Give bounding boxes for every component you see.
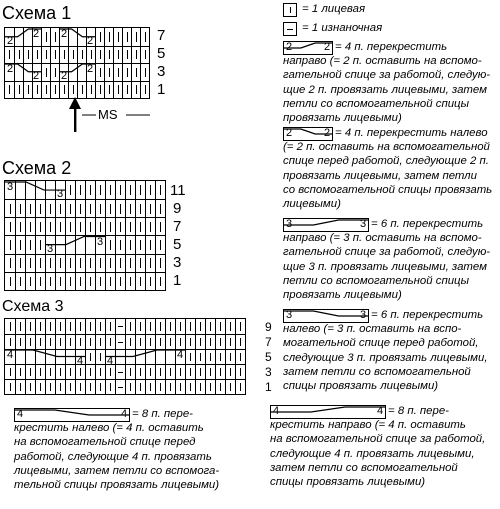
cable-symbol-number: 4	[17, 408, 24, 420]
cable-symbol-number: 4	[121, 408, 128, 420]
cable-cross-line	[284, 311, 368, 316]
legend-line: налево (= 3 п. оставить на вспо-	[283, 323, 462, 336]
knit-legend-symbol	[283, 3, 297, 17]
cable-cross-line	[271, 407, 385, 412]
scheme-2-row-number: 7	[173, 218, 182, 235]
legend-line: = 4 п. перекрестить	[335, 41, 448, 53]
cable-6-right-symbol	[283, 218, 369, 232]
legend-line: (= 2 п. оставить на вспомогательной	[283, 141, 490, 154]
legend-line: могательной спице перед работой,	[283, 337, 479, 350]
legend-line: на вспомогательной спице за работой,	[270, 433, 486, 446]
legend-line: затем петли со вспомогательной	[270, 461, 458, 474]
cable-symbol-drawing	[271, 406, 385, 418]
cable-symbol-drawing	[15, 409, 129, 421]
scheme-3-row-number: 9	[265, 320, 272, 334]
legend-line: = 6 п. перекрестить	[371, 218, 484, 230]
scheme-1-row-number: 3	[157, 63, 166, 80]
cable-symbol-number: 3	[360, 218, 367, 230]
ms-label: MS	[98, 107, 118, 122]
legend-line: = 8 п. пере-	[388, 405, 449, 417]
legend-line: крестить налево (= 4 п. оставить	[14, 422, 204, 435]
scheme-2-row-number: 11	[170, 182, 186, 199]
scheme-3-row-number: 7	[265, 335, 272, 349]
cable-cross-line	[284, 220, 368, 225]
purl-legend-symbol	[283, 22, 297, 36]
legend-line: крестить направо (= 4 п. оставить	[270, 419, 466, 432]
legend-line: = 6 п. перекрестить	[371, 309, 484, 321]
cable-symbol-number: 4	[377, 405, 384, 417]
cable-stitch-count: 4	[177, 349, 184, 361]
ms-arrow-icon	[68, 97, 82, 133]
scheme-3-grid	[4, 318, 246, 395]
cable-symbol-number: 3	[286, 218, 293, 230]
legend-line: = 4 п. перекрестить налево	[335, 127, 488, 139]
knit-legend-text: = 1 лицевая	[302, 3, 366, 15]
legend-line: гательной спице за работой, следую-	[283, 69, 491, 82]
legend-line: лицевыми, затем петли со вспомога-	[14, 464, 220, 477]
legend-line: следующие 3 п. провязать лицевыми,	[283, 351, 488, 364]
cable-stitch-count: 4	[77, 354, 84, 367]
legend-line: на вспомогательной спице перед	[14, 436, 196, 449]
legend-line: = 8 п. пере-	[132, 408, 193, 420]
cable-stitch-count: 4	[7, 349, 14, 361]
cable-stitch-count: 3	[7, 181, 14, 193]
cable-stitch-count: 2	[87, 34, 94, 47]
cable-stitch-count: 2	[87, 63, 94, 75]
cable-symbol-drawing	[284, 219, 368, 231]
cable-stitch-count: 2	[7, 34, 14, 47]
legend-line: направо (= 2 п. оставить на вспомо-	[283, 55, 482, 68]
cable-symbol-number: 2	[286, 127, 293, 139]
cable-cross-line	[15, 410, 129, 415]
cable-4-left-text	[283, 126, 493, 211]
legend-line: гательной спице за работой, следую-	[283, 246, 491, 259]
legend-line: провязать лицевыми, затем петли	[283, 169, 477, 182]
cable-cross-line	[5, 350, 85, 357]
cable-symbol-number: 3	[360, 309, 367, 321]
scheme-2-row-number: 3	[173, 254, 182, 271]
legend-line: со вспомогательной спицы провязать	[283, 183, 493, 196]
scheme-2-grid	[4, 180, 166, 291]
cable-stitch-count: 2	[33, 28, 40, 40]
cable-4-left-symbol	[283, 127, 333, 141]
cable-8-right-text	[270, 404, 486, 489]
legend-line: направо (= 3 п. оставить на вспомо-	[283, 232, 482, 245]
purl-legend-text: = 1 изнаночная	[302, 22, 383, 34]
cable-stitch-count: 2	[61, 28, 68, 40]
cable-6-left-text	[283, 308, 488, 393]
cable-stitch-count: 3	[57, 188, 64, 201]
legend-line: следующие 4 п. провязать лицевыми,	[270, 447, 475, 460]
scheme-2-row-number: 9	[173, 200, 182, 217]
cable-8-left-symbol	[14, 408, 130, 422]
cable-8-right-symbol	[270, 405, 386, 419]
legend-line: лицевыми)	[283, 198, 341, 211]
legend-line: работой, следующие 4 п. провязать	[14, 450, 212, 463]
cable-overlay	[5, 181, 165, 290]
cable-overlay	[5, 28, 149, 98]
cable-symbol-number: 2	[324, 127, 331, 139]
cable-8-left-text	[14, 407, 220, 492]
scheme-2-title: Схема 2	[2, 158, 72, 178]
legend-line: тельной спицы провязать лицевыми)	[14, 479, 220, 492]
cable-symbol-number: 3	[286, 309, 293, 321]
cable-overlay	[5, 319, 245, 394]
cable-4-right-text	[283, 40, 491, 125]
cable-symbol-number: 2	[286, 41, 293, 53]
scheme-3-row-number: 3	[265, 365, 272, 379]
cable-stitch-count: 2	[33, 69, 40, 82]
scheme-2-row-number: 1	[173, 272, 182, 289]
legend-line: провязать лицевыми)	[283, 112, 402, 125]
scheme-2-row-number: 5	[173, 236, 182, 253]
cable-symbol-number: 2	[324, 41, 331, 53]
scheme-1-row-number: 1	[157, 81, 166, 98]
legend-line: спицы провязать лицевыми)	[270, 476, 426, 489]
scheme-1-grid	[4, 27, 150, 99]
cable-stitch-count: 2	[7, 63, 14, 75]
cable-cross-line	[105, 350, 185, 357]
scheme-3-row-number: 1	[265, 380, 272, 394]
cable-symbol-drawing	[284, 310, 368, 322]
legend-line: затем петли со вспомогательной	[283, 365, 471, 378]
scheme-1-row-number: 5	[157, 45, 166, 62]
cable-symbol-number: 4	[273, 405, 280, 417]
legend-line: петли со вспомогательной спицы	[283, 274, 469, 287]
cable-4-right-symbol	[283, 41, 333, 55]
cable-6-left-symbol	[283, 309, 369, 323]
scheme-1-row-number: 7	[157, 27, 166, 44]
cable-stitch-count: 4	[107, 354, 114, 367]
legend-line: петли со вспомогательной спицы	[283, 97, 469, 110]
cable-stitch-count: 3	[97, 235, 104, 248]
scheme-1-title: Схема 1	[2, 3, 72, 23]
cable-stitch-count: 3	[47, 242, 54, 255]
legend-line: щие 2 п. провязать лицевыми, затем	[283, 83, 487, 96]
legend-line: щие 3 п. провязать лицевыми, затем	[283, 260, 487, 273]
legend-line: спицы провязать лицевыми)	[283, 380, 439, 393]
scheme-3-row-number: 5	[265, 350, 272, 364]
cable-6-right-text	[283, 217, 491, 302]
scheme-3-title: Схема 3	[2, 298, 64, 315]
legend-line: провязать лицевыми)	[283, 289, 402, 302]
legend-line: спице перед работой, следующие 2 п.	[283, 155, 489, 168]
cable-stitch-count: 2	[61, 69, 68, 82]
